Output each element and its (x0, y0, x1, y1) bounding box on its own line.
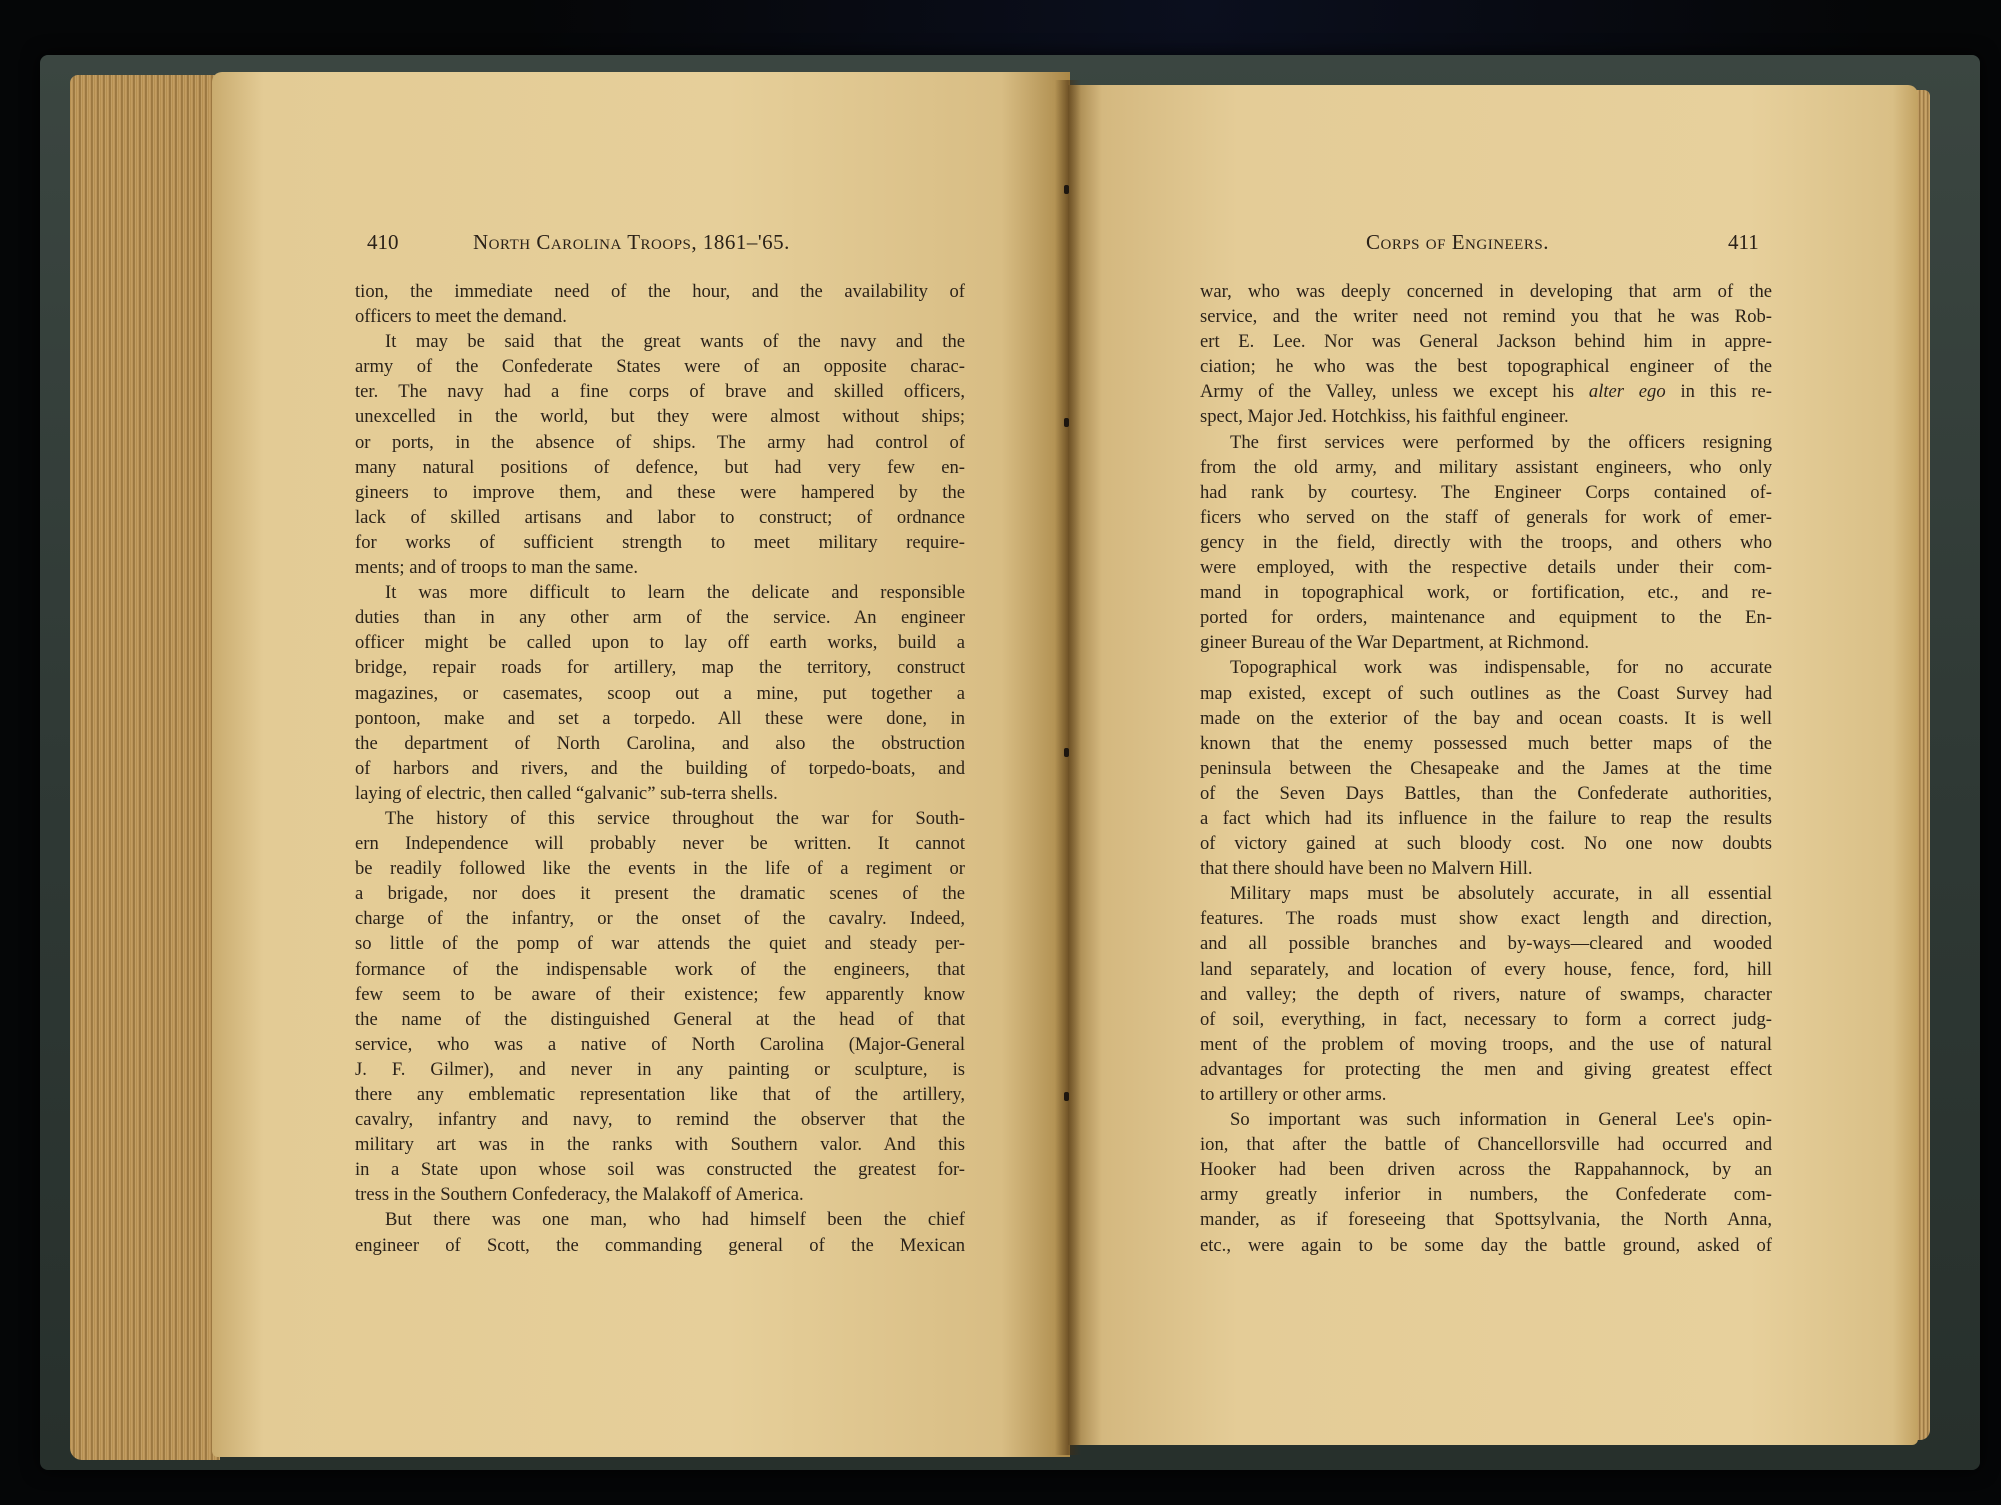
text-line: It may be said that the great wants of the navy and the (385, 331, 965, 353)
text-line: gency in the field, directly with the troops, and others who (1200, 531, 1772, 553)
text-line: be readily followed like the events in the life of a regiment or (355, 858, 965, 880)
text-line: gineers to improve them, and these were hampered by the (355, 481, 965, 503)
text-line: engineer of Scott, the commanding general of the Mexican (355, 1234, 965, 1256)
text-line: or ports, in the absence of ships. The army had control of (355, 431, 965, 453)
left-running-head: North Carolina Troops, 1861–'65. (473, 230, 790, 254)
text-line: advantages for protecting the men and giving greatest effect (1200, 1058, 1772, 1080)
text-line: ments; and of troops to man the same. (355, 557, 638, 579)
text-line: But there was one man, who had himself been the chief (385, 1209, 965, 1231)
text-line: service, who was a native of North Carolina (Major-General (355, 1033, 965, 1055)
text-line: officers to meet the demand. (355, 306, 567, 328)
text-line: ported for orders, maintenance and equipment to the En- (1200, 607, 1772, 629)
text-line: of soil, everything, in fact, necessary to form a correct judg- (1200, 1008, 1772, 1030)
text-line: officer might be called upon to lay off earth works, build a (355, 632, 965, 654)
text-line: charge of the infantry, or the onset of the cavalry. Indeed, (355, 908, 965, 930)
left-page-number: 410 (367, 230, 399, 254)
text-line: Military maps must be absolutely accurate, in all essential (1230, 883, 1772, 905)
text-line: were employed, with the respective details under their com- (1200, 557, 1772, 579)
text-line: features. The roads must show exact length and direction, (1200, 908, 1772, 930)
text-line: and all possible branches and by-ways—cleared and wooded (1200, 933, 1772, 955)
binding-thread-mark (1064, 418, 1069, 427)
text-line: tion, the immediate need of the hour, and the availability of (355, 281, 965, 302)
text-line: duties than in any other arm of the service. An engineer (355, 607, 965, 629)
text-line: known that the enemy possessed much better maps of the (1200, 732, 1772, 754)
text-line: formance of the indispensable work of the engineers, that (355, 958, 965, 980)
text-line: of victory gained at such bloody cost. No one now doubts (1200, 833, 1772, 855)
text-line: ment of the problem of moving troops, and the use of natural (1200, 1033, 1772, 1055)
text-line: many natural positions of defence, but had very few en- (355, 456, 965, 478)
text-line: a brigade, nor does it present the dramatic scenes of the (355, 883, 965, 905)
text-line: land separately, and location of every house, fence, ford, hill (1200, 958, 1772, 980)
text-line: mand in topographical work, or fortification, etc., and re- (1200, 582, 1772, 604)
text-line: laying of electric, then called “galvanic” sub-terra shells. (355, 782, 778, 804)
text-line: military art was in the ranks with Southern valor. And this (355, 1134, 965, 1156)
text-line: the name of the distinguished General at the head of that (355, 1008, 965, 1030)
text-line: map existed, except of such outlines as the Coast Survey had (1200, 682, 1772, 704)
text-line: from the old army, and military assistant engineers, who only (1200, 456, 1772, 478)
text-line: unexcelled in the world, but they were almost without ships; (355, 406, 965, 428)
text-line: J. F. Gilmer), and never in any painting or sculpture, is (355, 1058, 965, 1080)
text-line: ern Independence will probably never be written. It cannot (355, 833, 965, 855)
text-line: for works of sufficient strength to meet military require- (355, 531, 965, 553)
text-line: Topographical work was indispensable, for no accurate (1230, 657, 1772, 679)
right-page (1068, 85, 1918, 1445)
text-line: to artillery or other arms. (1200, 1084, 1387, 1105)
text-line: service, and the writer need not remind you that he was Rob- (1200, 306, 1772, 328)
text-line: the department of North Carolina, and also the obstruction (355, 732, 965, 754)
text-line: spect, Major Jed. Hotchkiss, his faithful engineer. (1200, 406, 1569, 428)
text-line: there any emblematic representation like that of the artillery, (355, 1084, 965, 1105)
text-line: etc., were again to be some day the battle ground, asked of (1200, 1234, 1772, 1256)
text-line: ficers who served on the staff of generals for work of emer- (1200, 506, 1772, 528)
text-line: ert E. Lee. Nor was General Jackson behind him in appre- (1200, 331, 1772, 353)
binding-thread-mark (1064, 748, 1069, 757)
text-line: war, who was deeply concerned in developing that arm of the (1200, 281, 1772, 302)
text-line: The history of this service throughout the war for South- (385, 807, 965, 829)
left-text-block (355, 279, 965, 1258)
page-edges-left (70, 75, 220, 1460)
text-line: in a State upon whose soil was constructed the greatest for- (355, 1159, 965, 1181)
text-line: Army of the Valley, unless we except his alter ego in this re- (1200, 381, 1772, 403)
text-line: that there should have been no Malvern Hill. (1200, 858, 1533, 880)
text-line: ter. The navy had a fine corps of brave and skilled officers, (355, 381, 965, 403)
text-line: cavalry, infantry and navy, to remind the observer that the (355, 1109, 965, 1131)
text-line: bridge, repair roads for artillery, map the territory, construct (355, 657, 965, 679)
book-gutter (1055, 80, 1081, 1455)
text-line: magazines, or casemates, scoop out a mine, put together a (355, 682, 965, 704)
text-line: of the Seven Days Battles, than the Confederate authorities, (1200, 782, 1772, 804)
text-line: few seem to be aware of their existence; few apparently know (355, 983, 965, 1005)
text-line: pontoon, make and set a torpedo. All these were done, in (355, 707, 965, 729)
text-line: army of the Confederate States were of an opposite charac- (355, 356, 965, 378)
text-line: ion, that after the battle of Chancellorsville had occurred and (1200, 1134, 1772, 1156)
binding-thread-mark (1064, 185, 1069, 194)
text-line: army greatly inferior in numbers, the Confederate com- (1200, 1184, 1772, 1206)
text-line: gineer Bureau of the War Department, at Richmond. (1200, 632, 1590, 654)
binding-thread-mark (1064, 1092, 1069, 1101)
text-line: Hooker had been driven across the Rappahannock, by an (1200, 1159, 1772, 1181)
text-line: It was more difficult to learn the delicate and responsible (385, 582, 965, 604)
text-line: peninsula between the Chesapeake and the James at the time (1200, 757, 1772, 779)
text-line: a fact which had its influence in the failure to reap the results (1200, 807, 1772, 829)
text-line: mander, as if foreseeing that Spottsylvania, the North Anna, (1200, 1209, 1772, 1231)
text-line: tress in the Southern Confederacy, the Malakoff of America. (355, 1184, 804, 1206)
left-page (212, 72, 1070, 1457)
right-page-number: 411 (1728, 230, 1759, 254)
text-line: ciation; he who was the best topographical engineer of the (1200, 356, 1772, 378)
italic-phrase: alter ego (1588, 381, 1666, 403)
right-running-head: Corps of Engineers. (1366, 230, 1549, 254)
text-line: made on the exterior of the bay and ocean coasts. It is well (1200, 707, 1772, 729)
text-line: so little of the pomp of war attends the quiet and steady per- (355, 933, 965, 955)
text-line: and valley; the depth of rivers, nature of swamps, character (1200, 983, 1772, 1005)
text-line: of harbors and rivers, and the building of torpedo-boats, and (355, 757, 965, 779)
text-line: had rank by courtesy. The Engineer Corps contained of- (1200, 481, 1772, 503)
right-text-block (1200, 279, 1772, 1258)
text-line: So important was such information in General Lee's opin- (1230, 1109, 1772, 1131)
text-line: lack of skilled artisans and labor to construct; of ordnance (355, 506, 965, 528)
text-line: The first services were performed by the officers resigning (1230, 431, 1772, 453)
